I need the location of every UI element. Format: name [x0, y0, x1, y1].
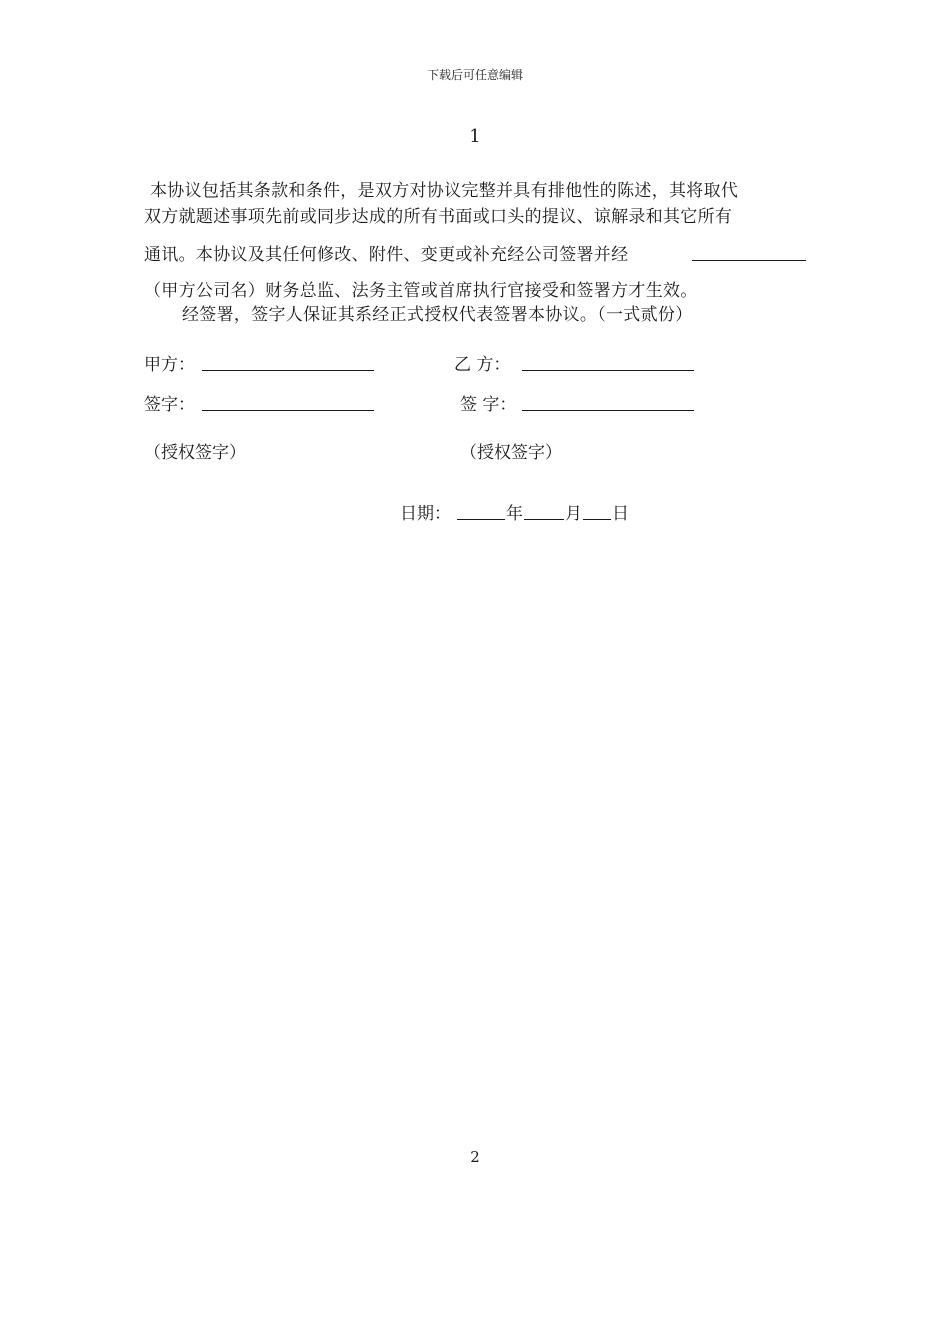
party-a-blank[interactable] [202, 354, 374, 371]
header-note: 下载后可任意编辑 [426, 68, 523, 82]
year-unit: 年 [506, 504, 523, 524]
sign-a-label: 签字： [144, 395, 195, 415]
party-a-label: 甲方： [144, 355, 195, 375]
agreement-line-4: （甲方公司名）财务总监、法务主管或首席执行官接受和签署方才生效。 [144, 281, 698, 301]
year-blank[interactable] [457, 503, 505, 520]
authorized-sign-a: （授权签字） [144, 443, 246, 463]
company-name-blank[interactable] [692, 244, 806, 261]
top-page-number: 1 [469, 126, 481, 147]
authorized-sign-b: （授权签字） [460, 443, 562, 463]
day-blank[interactable] [583, 503, 611, 520]
sign-b-blank[interactable] [522, 394, 694, 411]
month-unit: 月 [565, 504, 582, 524]
sign-b-label: 签 字： [460, 395, 517, 415]
month-blank[interactable] [524, 503, 564, 520]
agreement-line-2: 双方就题述事项先前或同步达成的所有书面或口头的提议、谅解录和其它所有 [144, 207, 733, 227]
party-b-label: 乙 方： [454, 355, 511, 375]
agreement-line-5: 经签署，签字人保证其系经正式授权代表签署本协议。（一式贰份） [182, 305, 693, 325]
sign-a-blank[interactable] [202, 394, 374, 411]
page-number: 2 [470, 1148, 480, 1166]
day-unit: 日 [612, 504, 629, 524]
agreement-line-1: 本协议包括其条款和条件，是双方对协议完整并具有排他性的陈述，其将取代 [150, 181, 739, 201]
date-label: 日期： [400, 504, 451, 524]
agreement-line-3: 通讯。本协议及其任何修改、附件、变更或补充经公司签署并经 [144, 245, 629, 265]
party-b-blank[interactable] [522, 354, 694, 371]
